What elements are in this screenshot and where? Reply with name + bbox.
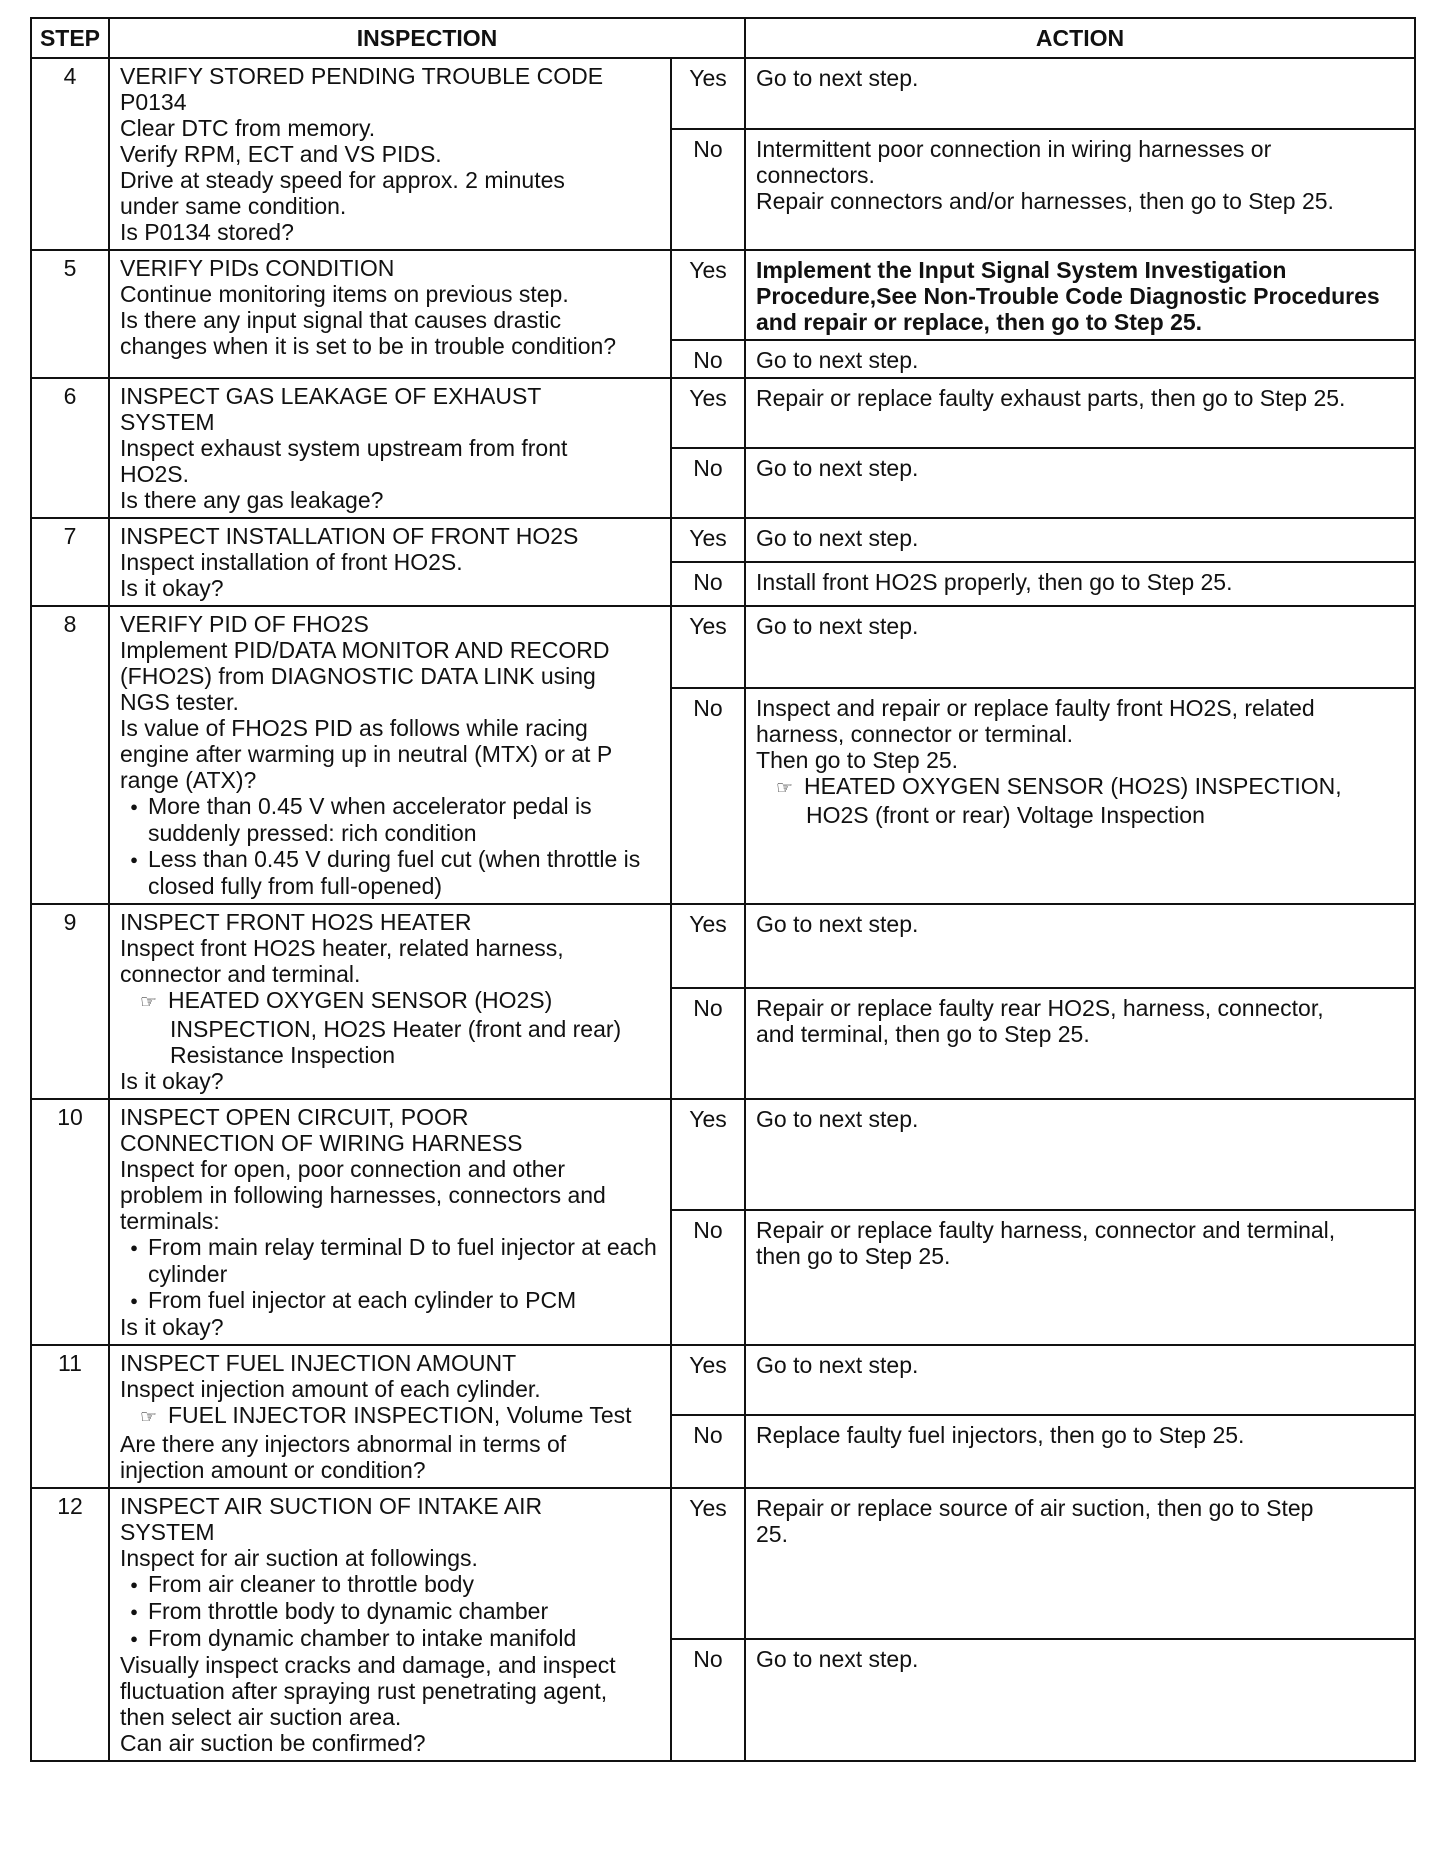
bullet-dot-icon: ● xyxy=(130,799,138,814)
bullet-text: More than 0.45 V when accelerator pedal is suddenly pressed: rich condition xyxy=(148,793,592,846)
action-line: connectors. xyxy=(756,162,875,189)
yes-action xyxy=(745,58,1415,129)
action-line: then go to Step 25. xyxy=(756,1243,951,1270)
inspection-title: INSPECT INSTALLATION OF FRONT HO2S xyxy=(120,523,579,549)
bullet-text: Less than 0.45 V during fuel cut (when throttle is closed fully from full-opened) xyxy=(148,846,641,899)
action-line: Repair or replace faulty rear HO2S, harness, connector, xyxy=(756,994,1324,1021)
action-line: and terminal, then go to Step 25. xyxy=(756,1020,1090,1047)
no-action xyxy=(745,688,1415,904)
inspection-line: Inspect front HO2S heater, related harness, xyxy=(120,935,564,961)
yes-action xyxy=(745,1345,1415,1415)
action-line: Go to next step. xyxy=(756,613,919,639)
inspection-line: engine after warming up in neutral (MTX) or at P xyxy=(120,741,613,767)
step-number: 5 xyxy=(31,250,109,378)
inspection-cell xyxy=(109,1488,671,1761)
header-inspection: INSPECTION xyxy=(109,18,745,58)
inspection-question: then select air suction area. xyxy=(120,1704,402,1730)
step-number: 11 xyxy=(31,1345,109,1488)
inspection-line: P0134 xyxy=(120,89,187,115)
bullet-item xyxy=(120,1598,660,1625)
inspection-cell xyxy=(109,58,671,250)
step-row xyxy=(31,250,1415,340)
no-label: No xyxy=(671,988,745,1099)
step-row xyxy=(31,1488,1415,1639)
inspection-line: terminals: xyxy=(120,1208,220,1234)
bullet-text: From dynamic chamber to intake manifold xyxy=(148,1625,577,1651)
bullet-dot-icon: ● xyxy=(130,852,138,867)
no-label: No xyxy=(671,448,745,518)
inspection-line: NGS tester. xyxy=(120,689,239,715)
step-number: 4 xyxy=(31,58,109,250)
bullet-text: From fuel injector at each cylinder to PCM xyxy=(148,1287,577,1313)
yes-action xyxy=(745,250,1415,340)
reference-hand-icon: ☞ xyxy=(140,1407,158,1428)
action-line: Intermittent poor connection in wiring harnesses or xyxy=(756,136,1272,163)
bullet-dot-icon: ● xyxy=(130,1577,138,1592)
action-line: Go to next step. xyxy=(756,525,919,551)
inspection-title: INSPECT OPEN CIRCUIT, POOR xyxy=(120,1104,469,1130)
no-label: No xyxy=(671,1639,745,1761)
inspection-title: INSPECT FUEL INJECTION AMOUNT xyxy=(120,1350,517,1376)
yes-action xyxy=(745,378,1415,448)
inspection-line: Clear DTC from memory. xyxy=(120,115,376,141)
no-action xyxy=(745,129,1415,250)
no-action xyxy=(745,1639,1415,1761)
bullet-dot-icon: ● xyxy=(130,1240,138,1255)
inspection-line: (FHO2S) from DIAGNOSTIC DATA LINK using xyxy=(120,663,596,689)
action-line: Repair or replace source of air suction, then go to Step xyxy=(756,1495,1314,1521)
yes-label: Yes xyxy=(671,1345,745,1415)
bullet-item xyxy=(120,1571,660,1598)
action-line: Then go to Step 25. xyxy=(756,747,959,774)
reference-link[interactable] xyxy=(120,987,660,1068)
inspection-line: Implement PID/DATA MONITOR AND RECORD xyxy=(120,637,610,663)
action-line: Repair or replace faulty harness, connector and terminal, xyxy=(756,1217,1336,1244)
action-line: Install front HO2S properly, then go to Step 25. xyxy=(756,569,1233,595)
inspection-cell xyxy=(109,250,671,378)
header-action: ACTION xyxy=(745,18,1415,58)
inspection-cell xyxy=(109,1345,671,1488)
inspection-title: INSPECT GAS LEAKAGE OF EXHAUST xyxy=(120,383,542,409)
action-line: and repair or replace, then go to Step 25. xyxy=(756,309,1203,335)
bullet-item xyxy=(120,846,660,899)
reference-text: FUEL INJECTOR INSPECTION, Volume Test xyxy=(168,1402,632,1428)
inspection-cell xyxy=(109,378,671,518)
inspection-line: Inspect installation of front HO2S. xyxy=(120,549,463,575)
step-number: 9 xyxy=(31,904,109,1099)
inspection-line: Is there any gas leakage? xyxy=(120,487,384,513)
inspection-question: Can air suction be confirmed? xyxy=(120,1730,426,1756)
step-row xyxy=(31,378,1415,448)
inspection-cell xyxy=(109,518,671,606)
bullet-dot-icon: ● xyxy=(130,1631,138,1646)
yes-label: Yes xyxy=(671,606,745,688)
yes-label: Yes xyxy=(671,518,745,562)
yes-label: Yes xyxy=(671,904,745,988)
yes-action xyxy=(745,1488,1415,1639)
reference-hand-icon: ☞ xyxy=(140,992,158,1013)
no-action xyxy=(745,1415,1415,1488)
inspection-line: Is it okay? xyxy=(120,575,224,601)
yes-action xyxy=(745,904,1415,988)
bullet-item xyxy=(120,793,660,846)
reference-link[interactable] xyxy=(120,1402,660,1431)
step-row xyxy=(31,1345,1415,1415)
bullet-text: From air cleaner to throttle body xyxy=(148,1571,474,1597)
inspection-line: changes when it is set to be in trouble condition? xyxy=(120,333,617,359)
header-step: STEP xyxy=(31,18,109,58)
yes-label: Yes xyxy=(671,250,745,340)
action-line: Implement the Input Signal System Investigation xyxy=(756,257,1287,283)
yes-action xyxy=(745,606,1415,688)
step-row xyxy=(31,58,1415,129)
inspection-line: Inspect injection amount of each cylinder. xyxy=(120,1376,541,1402)
action-line: Go to next step. xyxy=(756,911,919,937)
action-line: Go to next step. xyxy=(756,1646,919,1673)
action-line: harness, connector or terminal. xyxy=(756,721,1074,748)
inspection-line: Inspect for open, poor connection and other xyxy=(120,1156,565,1182)
action-line: Go to next step. xyxy=(756,1352,919,1378)
inspection-question: fluctuation after spraying rust penetrating agent, xyxy=(120,1678,608,1704)
inspection-question: Visually inspect cracks and damage, and inspect xyxy=(120,1652,616,1678)
step-row xyxy=(31,904,1415,988)
inspection-line: HO2S. xyxy=(120,461,190,487)
inspection-line: Is value of FHO2S PID as follows while racing xyxy=(120,715,588,741)
inspection-table xyxy=(30,17,1416,1762)
bullet-item xyxy=(120,1234,660,1287)
yes-action xyxy=(745,518,1415,562)
reference-text: HEATED OXYGEN SENSOR (HO2S) INSPECTION, HO2S Heater (front and rear) Resistance Inspection xyxy=(168,987,622,1068)
yes-action xyxy=(745,1099,1415,1210)
step-number: 6 xyxy=(31,378,109,518)
no-label: No xyxy=(671,688,745,904)
inspection-line: Continue monitoring items on previous step. xyxy=(120,281,569,307)
inspection-line: SYSTEM xyxy=(120,409,215,435)
inspection-line: Drive at steady speed for approx. 2 minutes xyxy=(120,167,565,193)
no-action xyxy=(745,562,1415,606)
reference-link[interactable] xyxy=(756,773,1406,828)
action-line: Repair connectors and/or harnesses, then go to Step 25. xyxy=(756,188,1334,215)
reference-hand-icon: ☞ xyxy=(776,778,794,800)
inspection-line: Verify RPM, ECT and VS PIDS. xyxy=(120,141,442,167)
step-row xyxy=(31,518,1415,562)
no-label: No xyxy=(671,562,745,606)
action-line: Go to next step. xyxy=(756,347,919,373)
no-action xyxy=(745,448,1415,518)
action-line: Go to next step. xyxy=(756,1106,919,1132)
inspection-cell xyxy=(109,904,671,1099)
inspection-line: connector and terminal. xyxy=(120,961,361,987)
inspection-line: under same condition. xyxy=(120,193,347,219)
inspection-title: VERIFY STORED PENDING TROUBLE CODE xyxy=(120,63,604,89)
action-line: Replace faulty fuel injectors, then go to Step 25. xyxy=(756,1422,1245,1449)
inspection-line: Is P0134 stored? xyxy=(120,219,294,245)
inspection-line: problem in following harnesses, connectors and xyxy=(120,1182,606,1208)
action-line: Repair or replace faulty exhaust parts, then go to Step 25. xyxy=(756,385,1346,411)
step-number: 7 xyxy=(31,518,109,606)
inspection-line: CONNECTION OF WIRING HARNESS xyxy=(120,1130,523,1156)
inspection-line: Is there any input signal that causes drastic xyxy=(120,307,562,333)
table-header-row xyxy=(31,18,1415,58)
inspection-line: SYSTEM xyxy=(120,1519,215,1545)
inspection-cell xyxy=(109,606,671,904)
action-line: 25. xyxy=(756,1521,788,1547)
yes-label: Yes xyxy=(671,1488,745,1639)
bullet-item xyxy=(120,1287,660,1314)
no-label: No xyxy=(671,129,745,250)
diagnostic-table-page xyxy=(30,17,1414,1762)
inspection-question: Are there any injectors abnormal in terms of xyxy=(120,1431,567,1457)
reference-text: HEATED OXYGEN SENSOR (HO2S) INSPECTION, HO2S (front or rear) Voltage Inspection xyxy=(804,773,1342,829)
no-label: No xyxy=(671,1415,745,1488)
yes-label: Yes xyxy=(671,1099,745,1210)
inspection-title: INSPECT AIR SUCTION OF INTAKE AIR xyxy=(120,1493,543,1519)
action-line: Procedure,See Non-Trouble Code Diagnostic Procedures xyxy=(756,283,1380,309)
step-row xyxy=(31,606,1415,688)
action-line: Go to next step. xyxy=(756,455,919,481)
no-action xyxy=(745,988,1415,1099)
inspection-title: VERIFY PID OF FHO2S xyxy=(120,611,369,637)
inspection-question: injection amount or condition? xyxy=(120,1457,426,1483)
inspection-line: Inspect exhaust system upstream from front xyxy=(120,435,568,461)
step-number: 12 xyxy=(31,1488,109,1761)
inspection-title: VERIFY PIDs CONDITION xyxy=(120,255,395,281)
no-action xyxy=(745,1210,1415,1345)
step-row xyxy=(31,1099,1415,1210)
inspection-title: INSPECT FRONT HO2S HEATER xyxy=(120,909,472,935)
bullet-text: From main relay terminal D to fuel injector at each cylinder xyxy=(148,1234,657,1287)
inspection-line: range (ATX)? xyxy=(120,767,257,793)
inspection-cell xyxy=(109,1099,671,1345)
no-label: No xyxy=(671,1210,745,1345)
inspection-question: Is it okay? xyxy=(120,1068,224,1094)
yes-label: Yes xyxy=(671,58,745,129)
bullet-text: From throttle body to dynamic chamber xyxy=(148,1598,549,1624)
no-action xyxy=(745,340,1415,378)
bullet-dot-icon: ● xyxy=(130,1604,138,1619)
inspection-line: Inspect for air suction at followings. xyxy=(120,1545,478,1571)
step-number: 8 xyxy=(31,606,109,904)
step-number: 10 xyxy=(31,1099,109,1345)
bullet-item xyxy=(120,1625,660,1652)
inspection-question: Is it okay? xyxy=(120,1314,224,1340)
yes-label: Yes xyxy=(671,378,745,448)
action-line: Inspect and repair or replace faulty front HO2S, related xyxy=(756,695,1315,722)
bullet-dot-icon: ● xyxy=(130,1293,138,1308)
action-line: Go to next step. xyxy=(756,65,919,91)
no-label: No xyxy=(671,340,745,378)
